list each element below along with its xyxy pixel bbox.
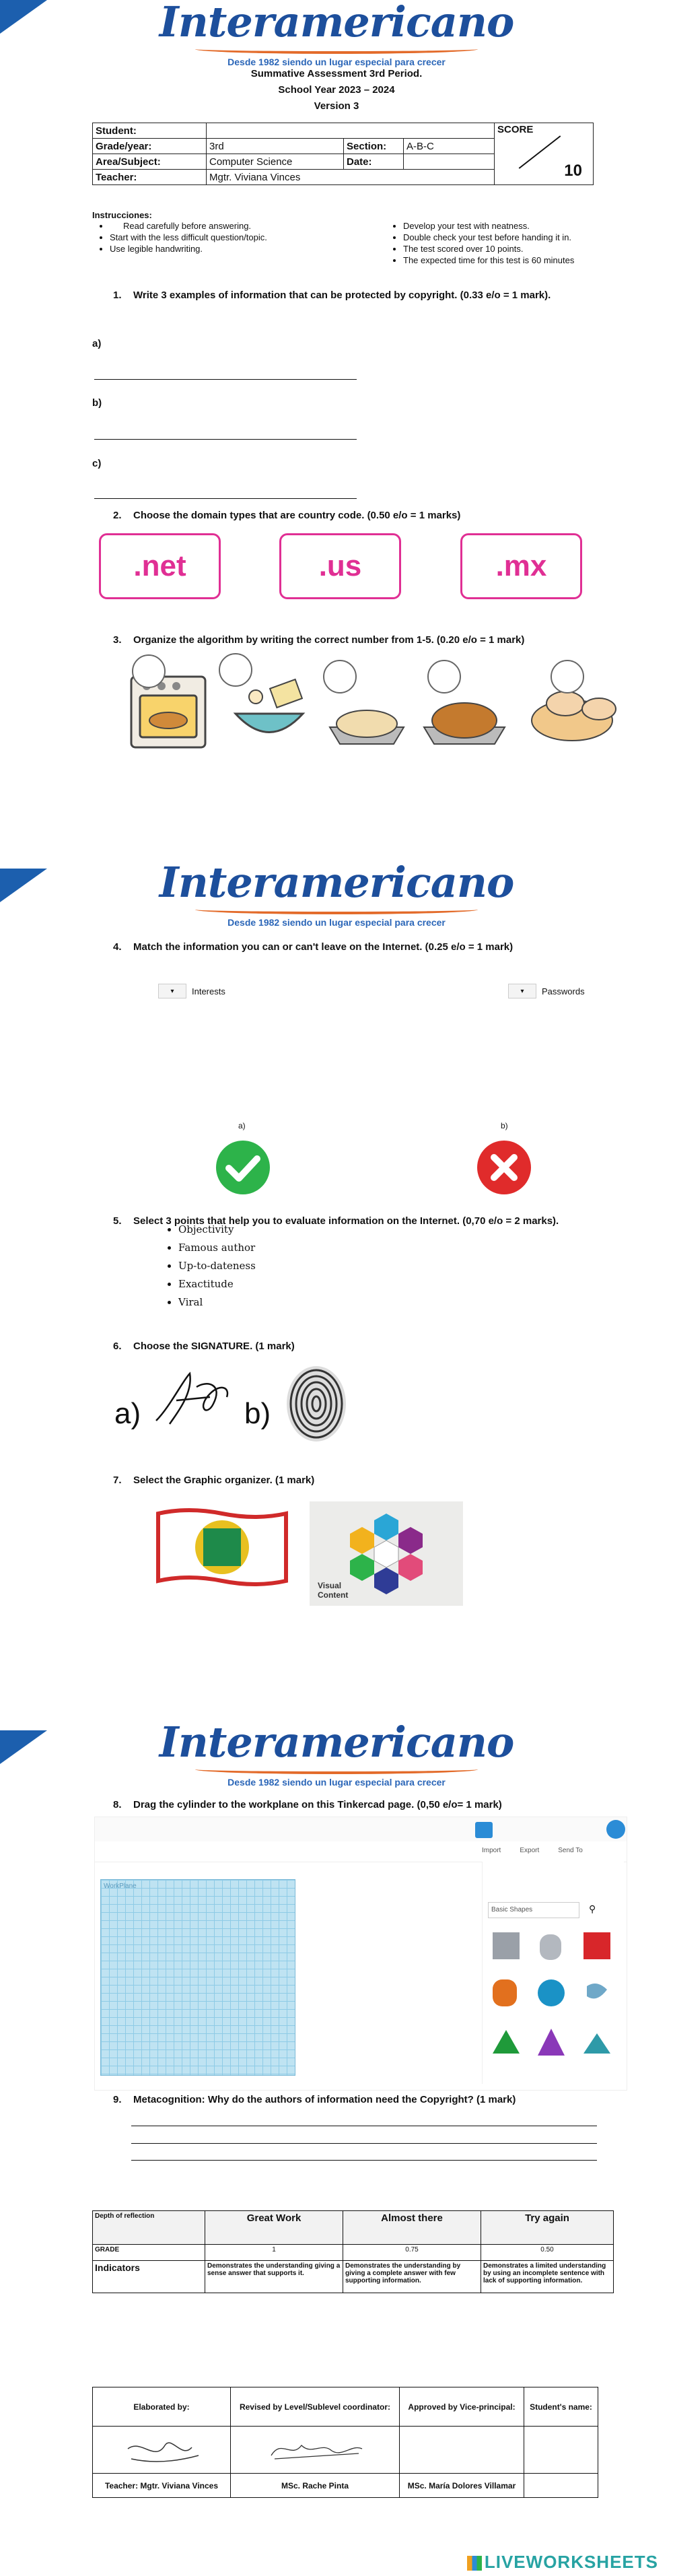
shape-grid xyxy=(489,1929,617,2070)
tinkercad-screenshot xyxy=(94,1817,627,2091)
question-4: 4. Match the information you can or can't leave on the Internet. (0.25 e/o = 1 mark) xyxy=(113,941,513,953)
cylinder-hole-shape xyxy=(540,1934,561,1960)
domain-option-us[interactable]: .us xyxy=(279,533,401,599)
chevron-down-icon: ▾ xyxy=(158,984,186,998)
send-to-tab[interactable]: Send To xyxy=(558,1847,583,1854)
rubric-ind-great: Demonstrates the understanding giving a sense answer that supports it. xyxy=(205,2261,343,2293)
pyramid-shape xyxy=(583,2033,610,2054)
q1-b-label: b) xyxy=(92,397,102,409)
panel-tabs xyxy=(482,1847,583,1854)
student-name-label: Student's name: xyxy=(524,2387,598,2427)
question-6: 6. Choose the SIGNATURE. (1 mark) xyxy=(113,1341,295,1352)
order-input-5[interactable] xyxy=(551,660,584,693)
instruction-item: • Read carefully before answering. xyxy=(110,220,386,232)
rubric-ind-almost: Demonstrates the understanding by giving a complete answer with few supporting information. xyxy=(343,2261,481,2293)
question-7: 7. Select the Graphic organizer. (1 mark) xyxy=(113,1475,315,1486)
organizer-caption: Visual Content xyxy=(318,1581,349,1600)
bread-tray-image xyxy=(330,710,404,744)
oven-image xyxy=(131,677,205,747)
tinkercad-toolbar xyxy=(95,1817,627,1842)
question-9: 9. Metacognition: Why do the authors of information need the Copyright? (1 mark) xyxy=(113,2094,516,2105)
elaborated-label: Elaborated by: xyxy=(93,2387,231,2427)
vice-signature xyxy=(400,2427,524,2474)
check-icon[interactable] xyxy=(215,1140,271,1198)
q1-answer-a[interactable] xyxy=(94,379,357,380)
revised-label: Revised by Level/Sublevel coordinator: xyxy=(231,2387,400,2427)
instruction-item: • Double check your test before handing it in. xyxy=(403,232,574,243)
coordinator-name: MSc. Rache Pinta xyxy=(231,2474,400,2498)
rubric-almost: Almost there xyxy=(343,2211,481,2245)
instruction-item: • The expected time for this test is 60 minutes xyxy=(403,255,574,266)
sphere-shape xyxy=(538,1979,565,2006)
domain-option-net[interactable]: .net xyxy=(99,533,221,599)
score-max: 10 xyxy=(564,162,582,180)
school-logo: Interamericano Desde 1982 siendo un lugar especial para crecer xyxy=(159,1718,514,1788)
question-1: 1. Write 3 examples of information that can be protected by copyright. (0.33 e/o = 1 mark). xyxy=(113,290,551,301)
option-objectivity[interactable]: • Objectivity xyxy=(178,1221,256,1239)
q9-answer-line-3[interactable] xyxy=(131,2160,597,2161)
scribble-shape xyxy=(587,1984,607,1998)
area-value: Computer Science xyxy=(207,154,344,170)
rubric-table xyxy=(92,2210,614,2293)
student-name-field[interactable] xyxy=(524,2427,598,2474)
q4-label-a: a) xyxy=(238,1121,246,1130)
search-icon[interactable]: ⚲ xyxy=(589,1903,596,1914)
teacher-name: Teacher: Mgtr. Viviana Vinces xyxy=(93,2474,231,2498)
option-famous-author[interactable]: • Famous author xyxy=(178,1239,256,1257)
section-value: A-B-C xyxy=(404,139,495,154)
q1-answer-b[interactable] xyxy=(94,439,357,440)
order-input-1[interactable] xyxy=(132,654,166,688)
coordinator-signature xyxy=(231,2427,400,2474)
cone-shape xyxy=(538,2029,565,2056)
instruction-item: • The test scored over 10 points. xyxy=(403,243,574,255)
q6-label-a: a) xyxy=(114,1397,141,1430)
teacher-signature xyxy=(93,2427,231,2474)
option-exactitude[interactable]: • Exactitude xyxy=(178,1275,256,1293)
baked-bread-image xyxy=(424,703,505,744)
domain-option-mx[interactable]: .mx xyxy=(460,533,582,599)
q1-a-label: a) xyxy=(92,338,102,349)
student-info-table xyxy=(92,123,594,185)
instructions-heading: Instrucciones: xyxy=(92,210,152,220)
liveworksheets-logo[interactable]: LIVEWORKSHEETS xyxy=(467,2552,658,2573)
date-label: Date: xyxy=(344,154,404,170)
q9-answer-line-2[interactable] xyxy=(131,2143,597,2144)
rubric-depth: Depth of reflection xyxy=(93,2211,205,2245)
rubric-grade-almost: 0.75 xyxy=(343,2245,481,2261)
evaluation-options xyxy=(151,1221,256,1312)
order-input-3[interactable] xyxy=(323,660,357,693)
rubric-ind-try: Demonstrates a limited understanding by using an incomplete sentence with lack of supporting information. xyxy=(481,2261,614,2293)
question-5: 5. Select 3 points that help you to evaluate information on the Internet. (0,70 e/o = 2 marks). xyxy=(113,1215,559,1227)
rubric-grade-label: GRADE xyxy=(93,2245,205,2261)
date-field[interactable] xyxy=(404,154,495,170)
signature-table xyxy=(92,2387,598,2498)
box-shape xyxy=(583,1932,610,1959)
instruction-item: • Use legible handwriting. xyxy=(110,243,386,255)
rubric-indicators: Indicators xyxy=(93,2261,205,2293)
vice-name: MSc. María Dolores Villamar xyxy=(400,2474,524,2498)
rubric-grade-great: 1 xyxy=(205,2245,343,2261)
order-input-4[interactable] xyxy=(427,660,461,693)
section-label: Section: xyxy=(344,139,404,154)
cross-icon[interactable] xyxy=(476,1140,532,1198)
cylinder-shape xyxy=(493,1979,517,2006)
instructions xyxy=(92,210,574,266)
question-3: 3. Organize the algorithm by writing the correct number from 1-5. (0.20 e/o = 1 mark) xyxy=(113,634,525,646)
question-8: 8. Drag the cylinder to the workplane on this Tinkercad page. (0,50 e/o= 1 mark) xyxy=(113,1799,502,1810)
student-field[interactable] xyxy=(207,123,495,139)
score-label: SCORE xyxy=(497,124,534,135)
fingerprint-image[interactable] xyxy=(283,1363,350,1448)
student-label: Student: xyxy=(93,123,207,139)
drag-item-interests[interactable]: ▾ Interests xyxy=(158,984,225,998)
teacher-value: Mgtr. Viviana Vinces xyxy=(207,170,495,185)
school-logo: Interamericano Desde 1982 siendo un lugar especial para crecer xyxy=(159,0,514,67)
teacher-label: Teacher: xyxy=(93,170,207,185)
roof-shape xyxy=(493,2030,520,2054)
chevron-down-icon: ▾ xyxy=(508,984,536,998)
export-tab[interactable]: Export xyxy=(520,1847,540,1854)
grade-value: 3rd xyxy=(207,139,344,154)
q4-label-b: b) xyxy=(501,1121,508,1130)
area-label: Area/Subject: xyxy=(93,154,207,170)
grid-view-icon[interactable] xyxy=(475,1822,493,1838)
drag-item-passwords[interactable]: ▾ Passwords xyxy=(508,984,585,998)
shapes-panel xyxy=(482,1862,624,2084)
workplane[interactable]: WorkPlane xyxy=(100,1879,295,2076)
option-up-to-dateness[interactable]: • Up-to-dateness xyxy=(178,1257,256,1275)
order-input-2[interactable] xyxy=(219,653,252,687)
approved-label: Approved by Vice-principal: xyxy=(400,2387,524,2427)
instructions-right xyxy=(386,220,574,266)
rubric-try: Try again xyxy=(481,2211,614,2245)
graphic-organizer-option[interactable] xyxy=(310,1501,463,1606)
kneading-dough-image xyxy=(532,691,616,741)
q1-answer-c[interactable] xyxy=(94,498,357,499)
box-hole-shape xyxy=(493,1932,520,1959)
q6-label-b: b) xyxy=(244,1397,271,1430)
rubric-grade-try: 0.50 xyxy=(481,2245,614,2261)
user-avatar-icon[interactable] xyxy=(606,1820,625,1839)
instructions-left xyxy=(92,220,386,266)
school-year: School Year 2023 – 2024 xyxy=(278,84,395,96)
liveworksheets-icon xyxy=(467,2556,482,2571)
shapes-select[interactable]: Basic Shapes xyxy=(488,1902,579,1918)
student-name-blank xyxy=(524,2474,598,2498)
q1-c-label: c) xyxy=(92,458,102,469)
assessment-header xyxy=(0,66,673,114)
option-viral[interactable]: • Viral xyxy=(178,1293,256,1312)
rubric-great: Great Work xyxy=(205,2211,343,2245)
handwritten-signature[interactable] xyxy=(149,1367,237,1437)
version-label: Version 3 xyxy=(314,100,359,112)
instruction-item: • Start with the less difficult question/topic. xyxy=(110,232,386,243)
score-box xyxy=(495,123,594,185)
instruction-item: • Develop your test with neatness. xyxy=(403,220,574,232)
school-logo: Interamericano Desde 1982 siendo un lugar especial para crecer xyxy=(159,858,514,928)
assessment-title: Summative Assessment 3rd Period. xyxy=(250,68,423,79)
mixing-bowl-image xyxy=(236,679,303,732)
flag-image-option[interactable] xyxy=(155,1507,289,1591)
import-tab[interactable]: Import xyxy=(482,1847,501,1854)
question-2: 2. Choose the domain types that are country code. (0.50 e/o = 1 marks) xyxy=(113,510,461,521)
grade-label: Grade/year: xyxy=(93,139,207,154)
